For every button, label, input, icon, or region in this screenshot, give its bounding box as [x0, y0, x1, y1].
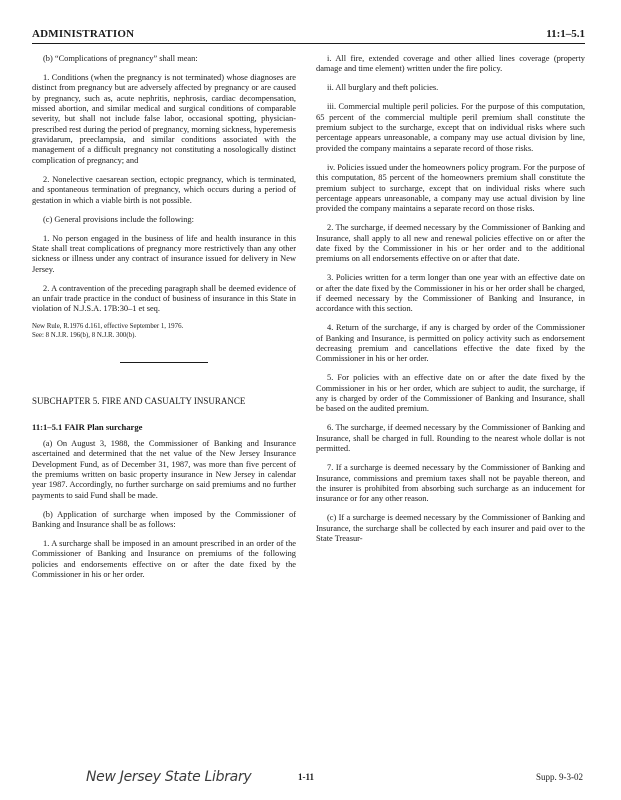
paragraph: 2. Nonelective caesarean section, ectopic pregnancy, which is terminated, and spontaneous termination of pregnancy, which occurs during a period of gestation in which a viable birth is not possible. [32, 174, 296, 205]
right-column [316, 54, 585, 553]
subchapter-heading: SUBCHAPTER 5. FIRE AND CASUALTY INSURANCE [32, 396, 246, 407]
paragraph: (a) On August 3, 1988, the Commissioner of Banking and Insurance ascertained and determined that the net value of the New Jersey Insurance Development Fund, as of December 31, 1987, was more than five percent of the premiums written on basic property insurance in New Jersey in calendar year 1987. Accordingly, no further surcharge on said premiums and no further payments to said Fund shall be made. [32, 439, 296, 500]
paragraph: ii. All burglary and theft policies. [327, 83, 439, 93]
paragraph: iv. Policies issued under the homeowners policy program. For the purpose of this computation, 85 percent of the homeowners premium shall constitute the premium subject to surcharge, except that on individual risks where such percentage appears unreasonable, a company may use actual division by line provided the company maintains a separate record on those risks. [316, 162, 585, 214]
section-divider [120, 362, 208, 363]
paragraph: (b) “Complications of pregnancy” shall mean: [43, 54, 198, 63]
paragraph: 3. Policies written for a term longer than one year with an effective date on or after the date fixed by the Commissioner in his or her order shall be charged, if deemed necessary by the Commissioner of Banking and Insurance, in accordance with this section. [316, 273, 585, 314]
paragraph: 4. Return of the surcharge, if any is charged by order of the Commissioner of Banking and Insurance, is permitted on policy activity such as endorsement decreasing premium and cancellations effective the date fixed by the Commissioner in his or her order. [316, 323, 585, 364]
library-watermark: New Jersey State Library [86, 769, 252, 785]
paragraph: 7. If a surcharge is deemed necessary by the Commissioner of Banking and Insurance, commissions and premium taxes shall not be payable thereon, and the insurer is prohibited from absorbing such surcharge as an inducement for insurance or for any other reason. [316, 463, 585, 504]
paragraph: 1. A surcharge shall be imposed in an amount prescribed in an order of the Commissioner of Banking and Insurance on premiums of the following policies and endorsements effective on or after the date fixed by the Commissioner in his or her order. [32, 539, 296, 580]
page-number: 1-11 [298, 772, 315, 782]
paragraph: 1. No person engaged in the business of life and health insurance in this State shall treat complications of pregnancy more restrictively than any other sickness or illness under any contract of insurance issued for delivery in New Jersey. [32, 233, 296, 274]
paragraph: 1. Conditions (when the pregnancy is not terminated) whose diagnoses are distinct from pregnancy but are adversely affected by pregnancy or are caused by pregnancy, such as, acute nephritis, nephrosis, cardiac decompensation, missed abortion, and similar medical and surgical conditions of comparable severity, but shall not include false labor, occasional spotting, physician-prescribed rest during the period of pregnancy, morning sickness, hyperemesis gravidarum, preeclampsia, and similar conditions associated with the management of a difficult pregnancy not constituting a nosologically distinct complication of pregnancy; and [32, 73, 296, 165]
header-rule [32, 43, 585, 44]
supplement-date: Supp. 9-3-02 [536, 772, 583, 782]
history-note: New Rule, R.1976 d.161, effective September 1, 1976. [32, 323, 184, 331]
paragraph: iii. Commercial multiple peril policies. For the purpose of this computation, 65 percent of the commercial multiple peril premium shall constitute the premium subject to the surcharge, except that on individual risks where such percentage appears unreasonable, a company may use actual division by line, provided the company maintains a separate record of those risks. [316, 102, 585, 153]
paragraph: (c) General provisions include the following: [43, 214, 194, 224]
left-column [32, 54, 296, 589]
paragraph: 6. The surcharge, if deemed necessary by the Commissioner of Banking and Insurance, shall be charged in full. Rounding to the nearest whole dollar is not permitted. [316, 423, 585, 454]
running-header-title: ADMINISTRATION [32, 28, 135, 40]
paragraph: 2. The surcharge, if deemed necessary by the Commissioner of Banking and Insurance, shall apply to all new and renewal policies effective on or after the date fixed by the Commissioner in his or her order and to the additional premiums on all endorsements effective on or after that date. [316, 223, 585, 264]
paragraph: (c) If a surcharge is deemed necessary by the Commissioner of Banking and Insurance, the surcharge shall be collected by each insurer and paid over to the State Treasur- [316, 513, 585, 543]
section-heading: 11:1–5.1 FAIR Plan surcharge [32, 421, 143, 432]
running-header-section: 11:1–5.1 [546, 28, 585, 40]
paragraph: i. All fire, extended coverage and other allied lines coverage (property damage and time element) written under the fire policy. [316, 54, 585, 74]
paragraph: (b) Application of surcharge when imposed by the Commissioner of Banking and Insurance shall be as follows: [32, 509, 296, 530]
history-note: See: 8 N.J.R. 196(b), 8 N.J.R. 300(b). [32, 331, 137, 339]
paragraph: 2. A contravention of the preceding paragraph shall be deemed evidence of an unfair trade practice in the conduct of business of insurance in this State in violation of N.J.S.A. 17B:30–1 et seq. [32, 283, 296, 314]
paragraph: 5. For policies with an effective date on or after the date fixed by the Commissioner in his or her order, which are subject to audit, the surcharge, if any is charged by order of the Commissioner of Banking and Insurance, shall be based on the audited premium. [316, 373, 585, 414]
